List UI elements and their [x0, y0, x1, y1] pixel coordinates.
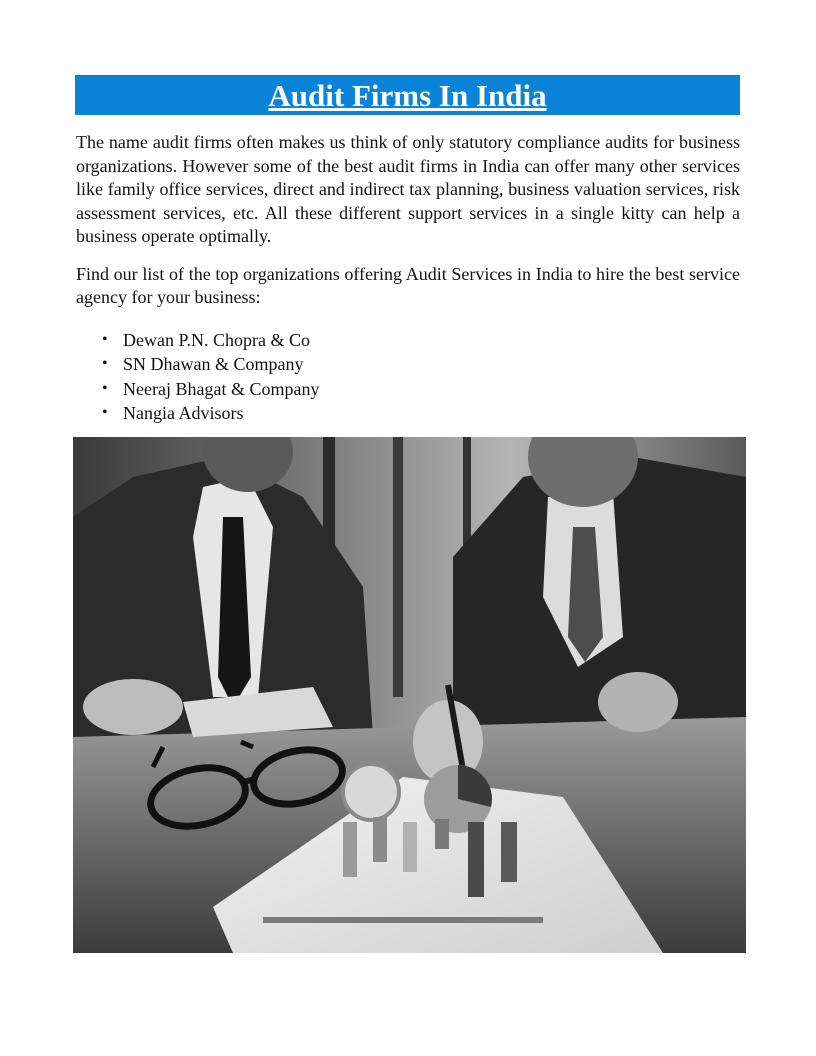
bullet-icon: •: [102, 330, 108, 348]
list-item: [76, 328, 740, 353]
firm-name: Neeraj Bhagat & Company: [123, 378, 320, 399]
list-item: [76, 401, 740, 426]
bullet-icon: •: [102, 404, 108, 421]
bullet-icon: •: [102, 379, 108, 397]
firm-list: [76, 328, 740, 426]
firm-name: Dewan P.N. Chopra & Co: [123, 329, 310, 350]
list-item: [76, 352, 740, 377]
list-intro-paragraph: Find our list of the top organizations offering Audit Services in India to hire the best service agency for your business:: [76, 263, 740, 307]
intro-paragraph: The name audit firms often makes us think of only statutory compliance audits for business organizations. However some of the best audit firms in India can offer many other services like family office services, direct and indirect tax planning, business valuation services, risk assessment services, etc. All these different support services in a single kitty can help a business operate optimally.: [76, 132, 740, 246]
firm-name: Nangia Advisors: [123, 403, 244, 423]
list-item: [76, 377, 740, 402]
firm-name: SN Dhawan & Company: [123, 354, 304, 374]
bullet-icon: •: [102, 355, 108, 372]
business-meeting-photo: [73, 437, 746, 953]
document-body: [76, 131, 740, 426]
page-title: Audit Firms In India: [268, 77, 547, 113]
photo-illustration: [73, 437, 746, 953]
title-banner: [75, 75, 740, 115]
